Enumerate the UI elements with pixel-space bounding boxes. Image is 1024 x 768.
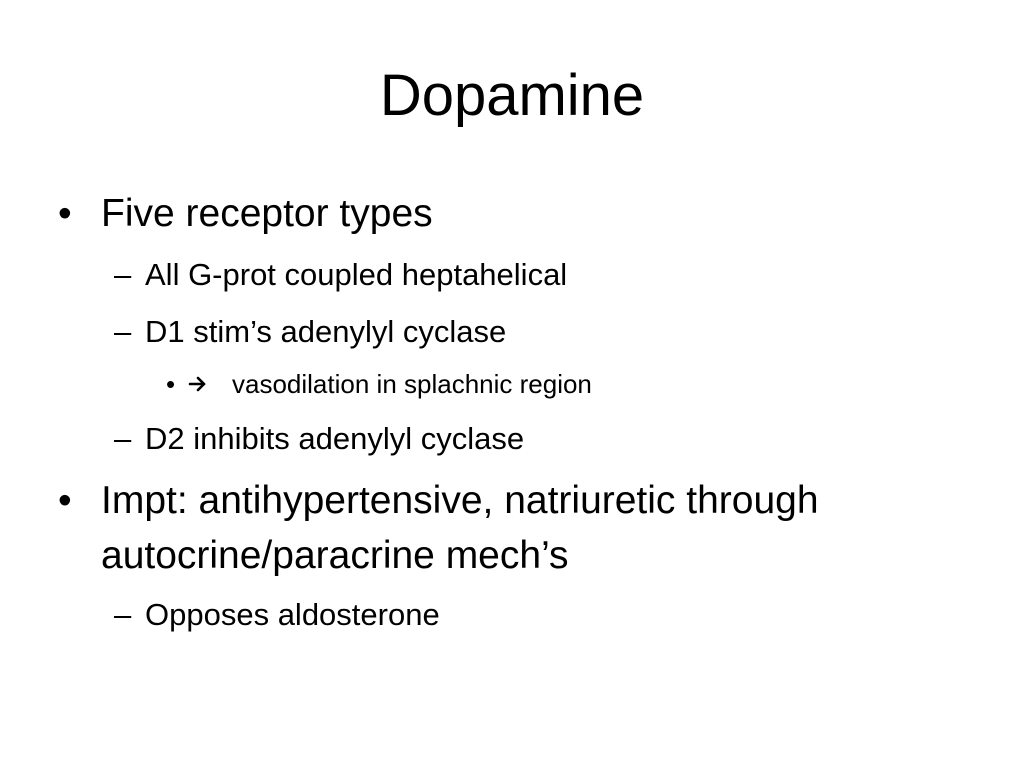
sub-bullet-text: D1 stim’s adenylyl cyclase — [145, 314, 507, 349]
sub-sub-bullet-text: vasodilation in splachnic region — [232, 369, 592, 399]
dash-marker: – — [114, 257, 132, 292]
sub-bullet-text: All G-prot coupled heptahelical — [145, 257, 568, 292]
slide-title: Dopamine — [379, 63, 645, 128]
sub-bullet-text: Opposes aldosterone — [145, 597, 440, 632]
dash-marker: – — [114, 597, 132, 632]
bullet-marker: • — [166, 369, 176, 399]
sub-bullet-text: D2 inhibits adenylyl cyclase — [145, 421, 525, 456]
bullet-text: Five receptor types — [101, 192, 433, 235]
right-arrow-icon — [188, 374, 208, 394]
bullet-text: Impt: antihypertensive, natriuretic through — [101, 479, 819, 522]
dash-marker: – — [114, 421, 132, 456]
bullet-marker: • — [58, 192, 72, 235]
dash-marker: – — [114, 314, 132, 349]
bullet-marker: • — [58, 479, 72, 522]
bullet-continuation-text: autocrine/paracrine mech’s — [101, 534, 569, 577]
